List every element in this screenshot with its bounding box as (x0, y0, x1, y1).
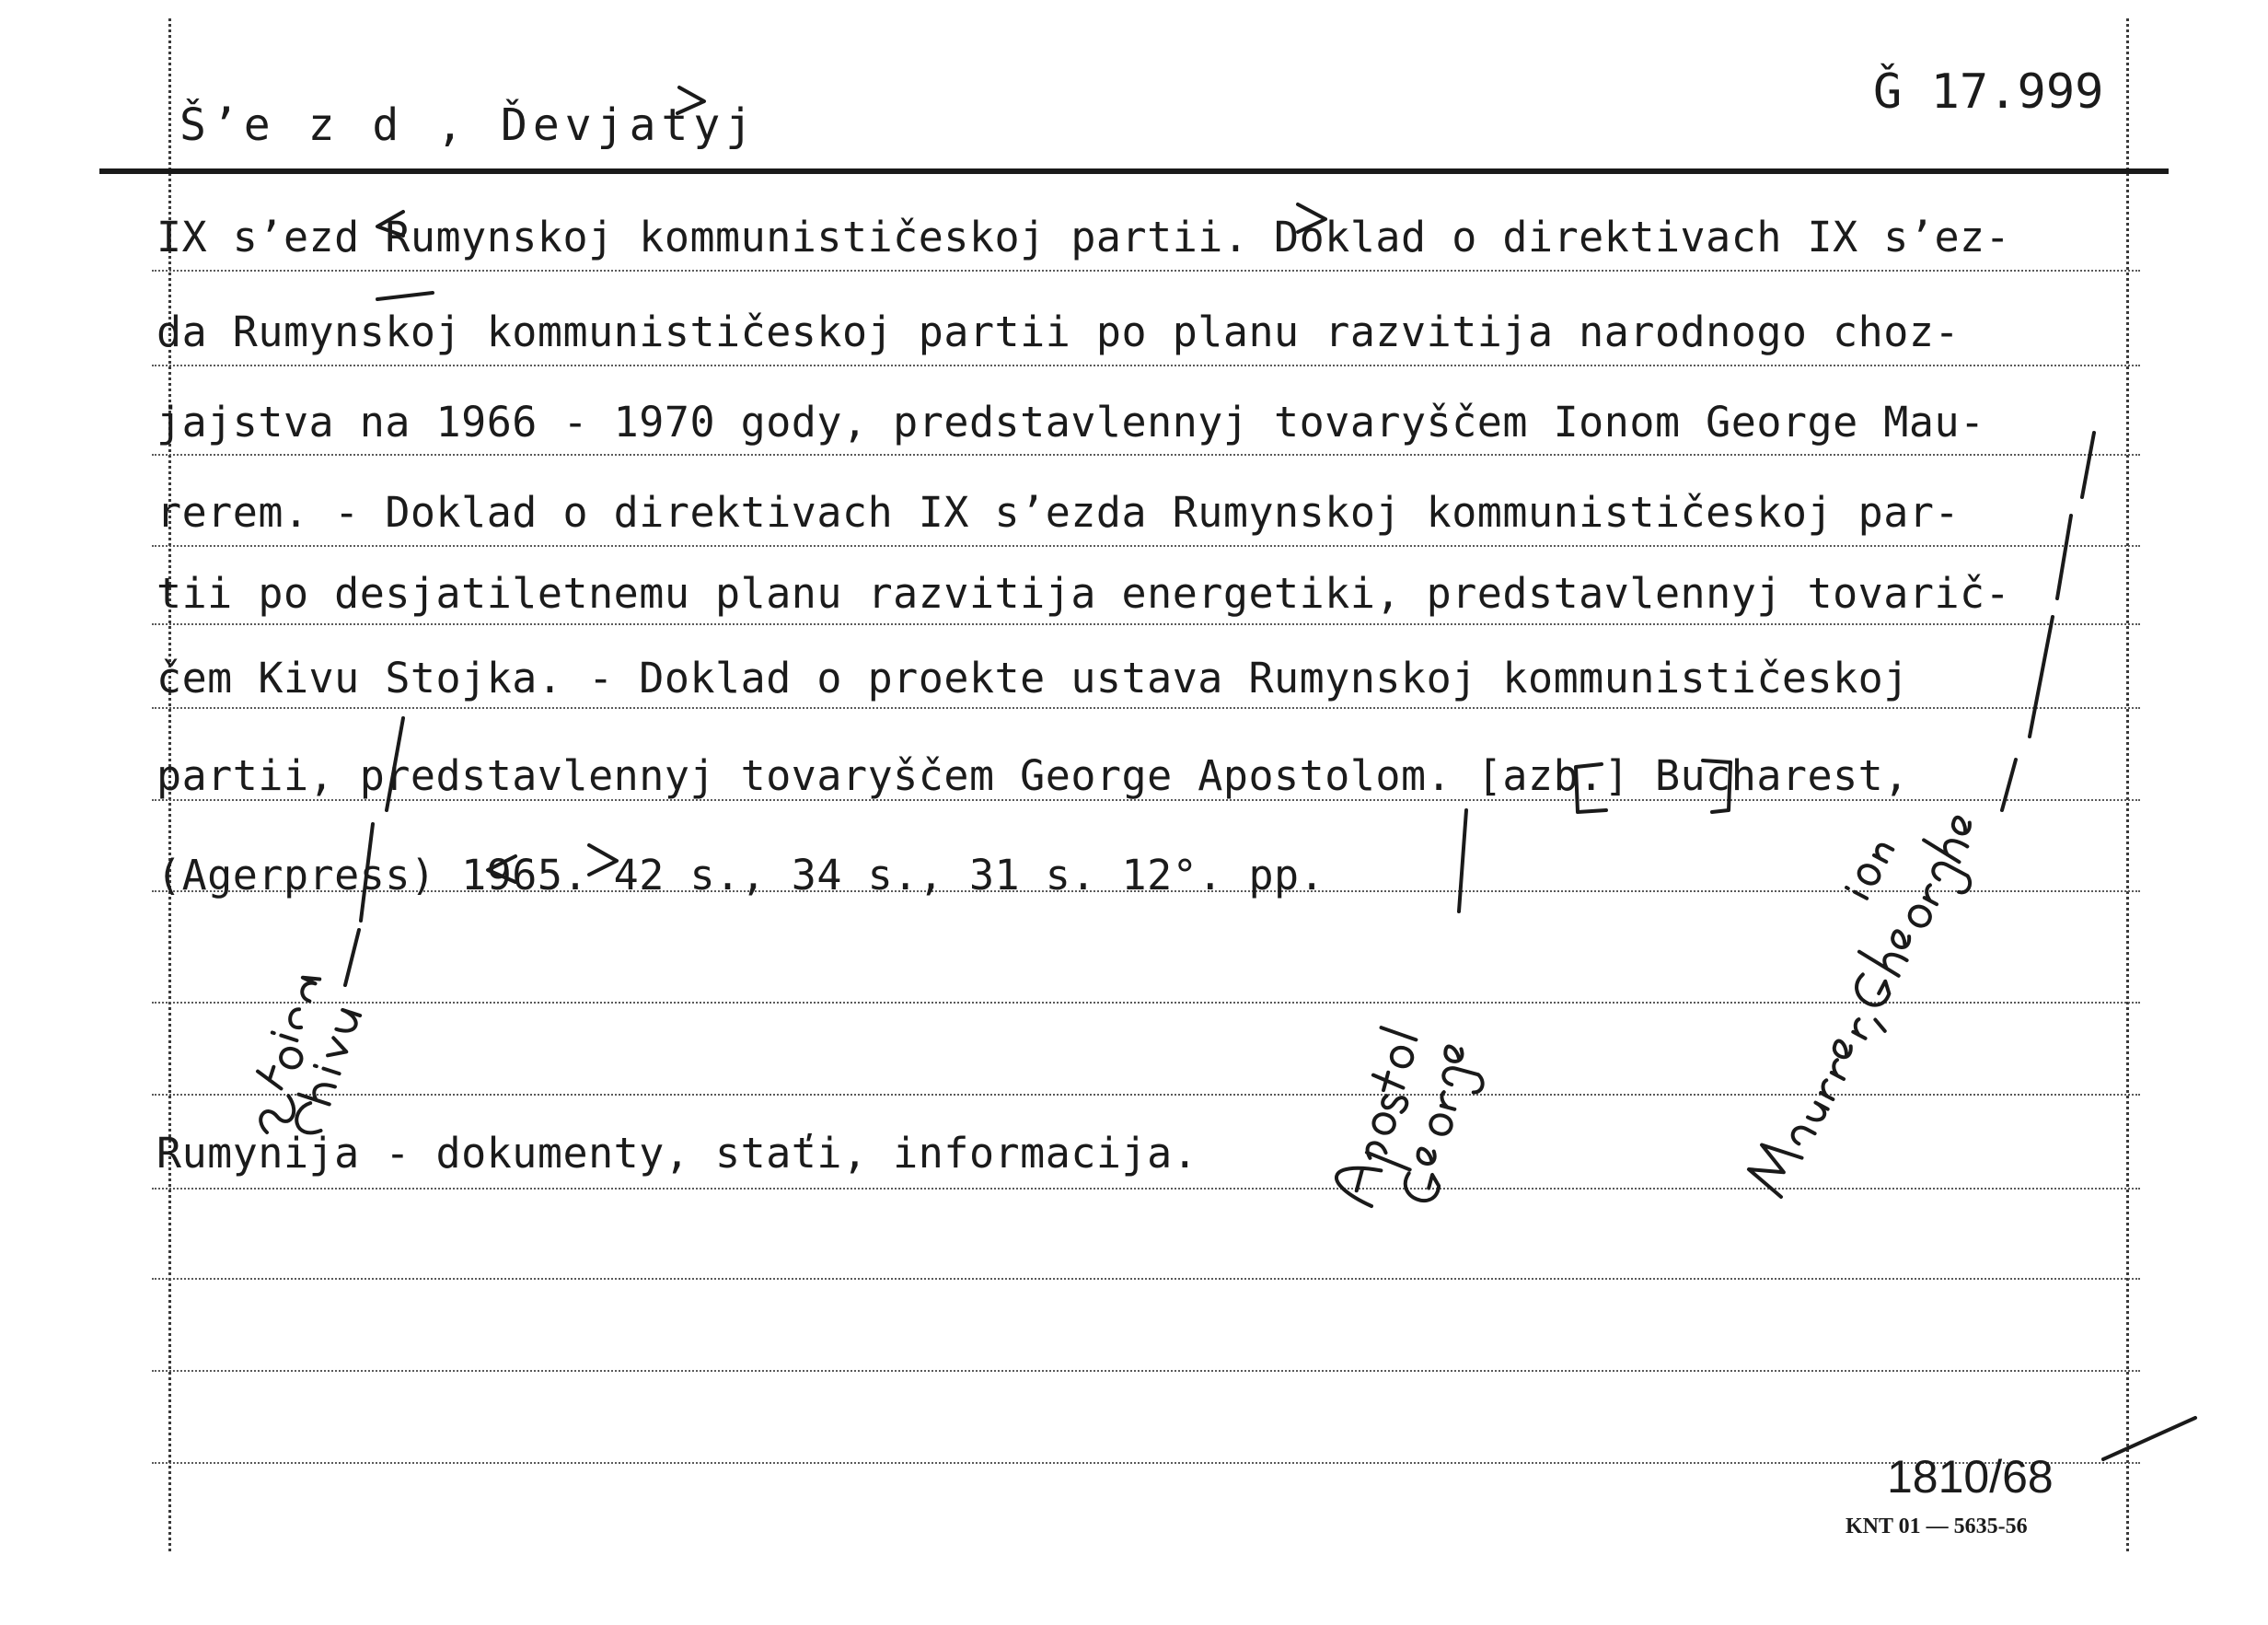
bracket-mark (1703, 760, 1730, 812)
separator-mark (345, 930, 359, 985)
separator-mark (1459, 810, 1466, 911)
separator-mark (2082, 433, 2094, 497)
subject-line: Rumynija - dokumenty, staťi, informacija. (156, 1129, 1198, 1178)
handwritten-note-maurer-gheorghe (1704, 786, 1996, 1207)
body-line: rerem. - Doklad o direktivach IX s’ezda Rumynskoj kommunističeskoj par- (156, 488, 1961, 537)
body-line: IX s’ezd Rumynskoj kommunističeskoj partii. Doklad o direktivach IX s’ez- (156, 213, 2011, 261)
body-line: partii, predstavlennyj tovaryščem George Apostolom. [azb.] Bucharest, (156, 751, 1909, 800)
call-number: Ǧ 17.999 (1873, 64, 2104, 120)
card-heading: Š’e z d , Ďevjatyj (179, 99, 758, 151)
print-mark: KNT 01 — 5635-56 (1846, 1515, 2028, 1538)
handwritten-note-apostol-george (1332, 1027, 1490, 1226)
arrow-mark (377, 293, 433, 299)
body-line: tii po desjatiletnemu planu razvitija energetiki, predstavlennyj tovarič- (156, 569, 2011, 618)
caret-mark (1298, 204, 1325, 232)
separator-mark (2002, 760, 2016, 810)
accession-number: 1810/68 (1887, 1451, 2054, 1503)
bracket-mark (1576, 764, 1606, 812)
caret-mark (377, 212, 403, 236)
caret-mark (589, 845, 617, 875)
handwritten-note-stoica-chivu (240, 969, 366, 1148)
body-line: čem Kivu Stojka. - Doklad o proekte ustava Rumynskoj kommunističeskoj (156, 654, 1909, 702)
caret-mark (677, 87, 704, 113)
separator-mark (2057, 516, 2071, 598)
separator-mark (2030, 617, 2053, 737)
body-line: da Rumynskoj kommunističeskoj partii po planu razvitija narodnogo choz- (156, 308, 1961, 356)
body-line: jajstva na 1966 - 1970 gody, predstavlennyj tovaryščem Ionom George Mau- (156, 398, 1985, 447)
body-line: (Agerpress) 1965. 42 s., 34 s., 31 s. 12°. pp. (156, 851, 1325, 900)
separator-mark (361, 824, 373, 921)
separator-mark (387, 718, 403, 810)
separator-mark (2103, 1418, 2195, 1459)
caret-mark (488, 856, 515, 882)
